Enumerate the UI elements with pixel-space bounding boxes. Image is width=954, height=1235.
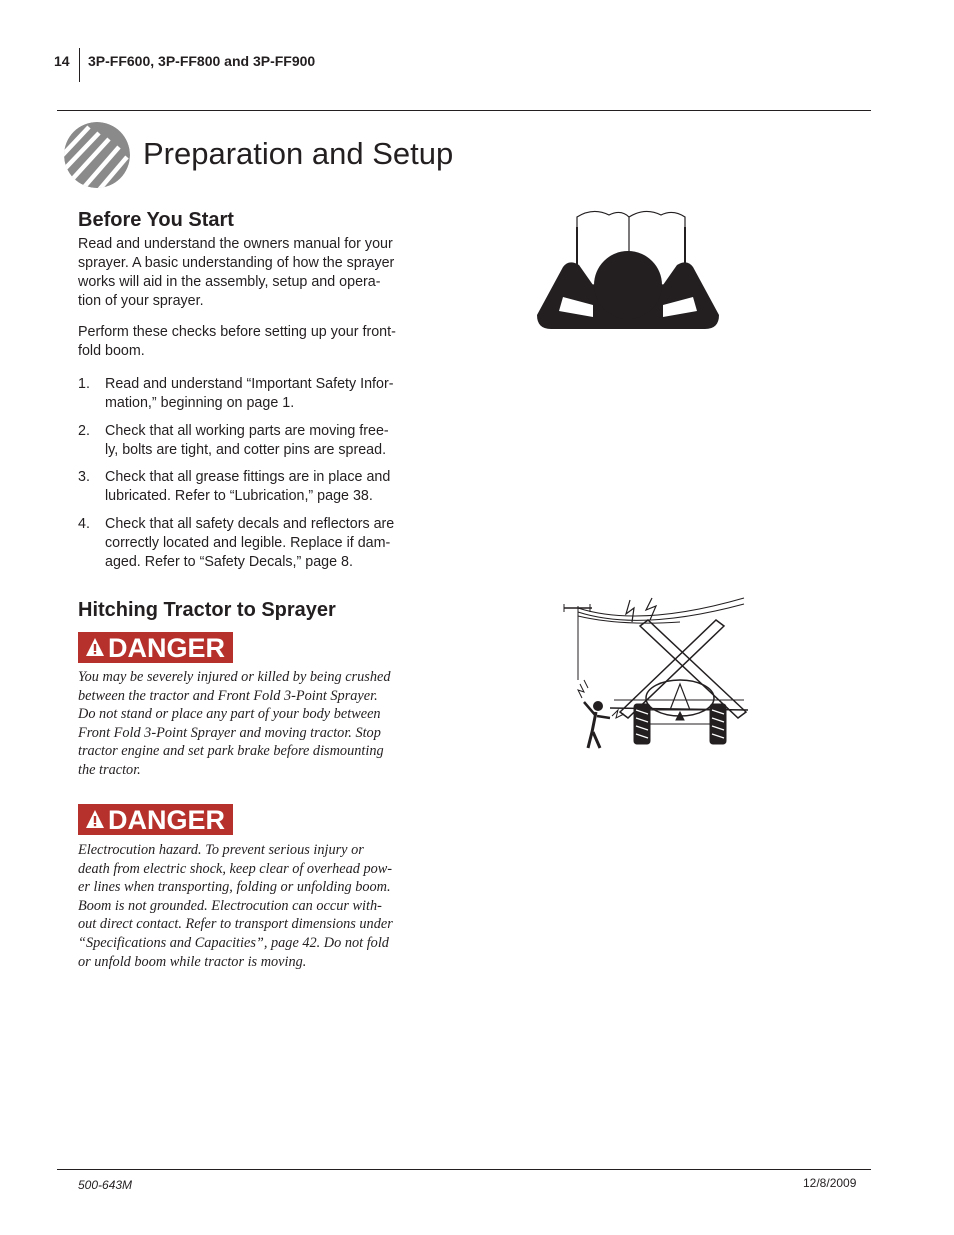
step-number: 1. — [78, 376, 90, 392]
document-title: 3P-FF600, 3P-FF800 and 3P-FF900 — [88, 53, 316, 69]
header-separator — [79, 48, 80, 82]
warning-triangle-icon — [85, 637, 105, 657]
section-heading-before-you-start: Before You Start — [78, 209, 234, 231]
list-item — [78, 375, 418, 413]
warning-line: Front Fold 3-Point Sprayer and moving tractor. Stop — [78, 724, 381, 741]
intro-line: sprayer. A basic understanding of how the sprayer — [78, 255, 395, 271]
step-line: mation,” beginning on page 1. — [105, 395, 295, 411]
step-line: Read and understand “Important Safety Infor- — [105, 376, 394, 392]
danger-electrocution-text — [78, 841, 418, 971]
warning-line: You may be severely injured or killed by being crushed — [78, 669, 391, 685]
intro-line: tion of your sprayer. — [78, 293, 204, 309]
list-item — [78, 422, 418, 460]
step-line: Check that all working parts are moving free- — [105, 423, 389, 439]
warning-line: the tractor. — [78, 761, 141, 778]
warning-line: Boom is not grounded. Electrocution can occur with- — [78, 897, 382, 914]
page-number: 14 — [54, 53, 70, 69]
warning-line: out direct contact. Refer to transport dimensions under — [78, 916, 393, 933]
warning-line: or unfold boom while tractor is moving. — [78, 953, 307, 970]
intro-line: Read and understand the owners manual for your — [78, 236, 393, 252]
danger-word: DANGER — [108, 633, 226, 663]
step-line: Check that all safety decals and reflectors are — [105, 516, 395, 532]
danger-label — [78, 632, 233, 663]
checks-line: fold boom. — [78, 343, 145, 359]
step-number: 4. — [78, 516, 90, 532]
warning-line: er lines when transporting, folding or unfolding boom. — [78, 879, 391, 896]
checks-line: Perform these checks before setting up your front- — [78, 324, 396, 340]
step-number: 3. — [78, 469, 90, 485]
warning-line: Electrocution hazard. To prevent serious injury or — [78, 842, 364, 858]
bottom-rule — [57, 1169, 871, 1170]
chapter-title: Preparation and Setup — [143, 136, 454, 171]
danger-label — [78, 804, 233, 835]
warning-line: Do not stand or place any part of your body between — [78, 706, 381, 723]
danger-crush-text — [78, 668, 418, 780]
warning-line: between the tractor and Front Fold 3-Point Sprayer. — [78, 687, 378, 704]
publication-date: 12/8/2009 — [803, 1176, 857, 1190]
section-heading-hitching: Hitching Tractor to Sprayer — [78, 599, 336, 621]
power-line-hazard-icon — [560, 592, 750, 754]
warning-line: “Specifications and Capacities”, page 42. Do not fold — [78, 934, 389, 951]
warning-triangle-icon — [85, 809, 105, 829]
warning-line: death from electric shock, keep clear of overhead pow- — [78, 860, 393, 877]
top-rule — [57, 110, 871, 111]
step-line: ly, bolts are tight, and cotter pins are spread. — [105, 442, 387, 458]
intro-line: works will aid in the assembly, setup and opera- — [78, 274, 381, 290]
list-item — [78, 468, 418, 506]
warning-line: tractor engine and set park brake before dismounting — [78, 743, 384, 760]
step-line: aged. Refer to “Safety Decals,” page 8. — [105, 554, 353, 570]
great-plains-logo-icon — [63, 121, 131, 189]
danger-word: DANGER — [108, 805, 226, 835]
part-number: 500-643M — [78, 1178, 133, 1192]
checks-paragraph — [78, 323, 418, 361]
step-number: 2. — [78, 423, 90, 439]
step-line: correctly located and legible. Replace if dam- — [105, 535, 391, 551]
person-reading-manual-icon — [533, 205, 723, 337]
step-line: Check that all grease fittings are in place and — [105, 469, 391, 485]
step-line: lubricated. Refer to “Lubrication,” page 38. — [105, 488, 373, 504]
list-item — [78, 515, 418, 572]
intro-paragraph — [78, 235, 418, 311]
